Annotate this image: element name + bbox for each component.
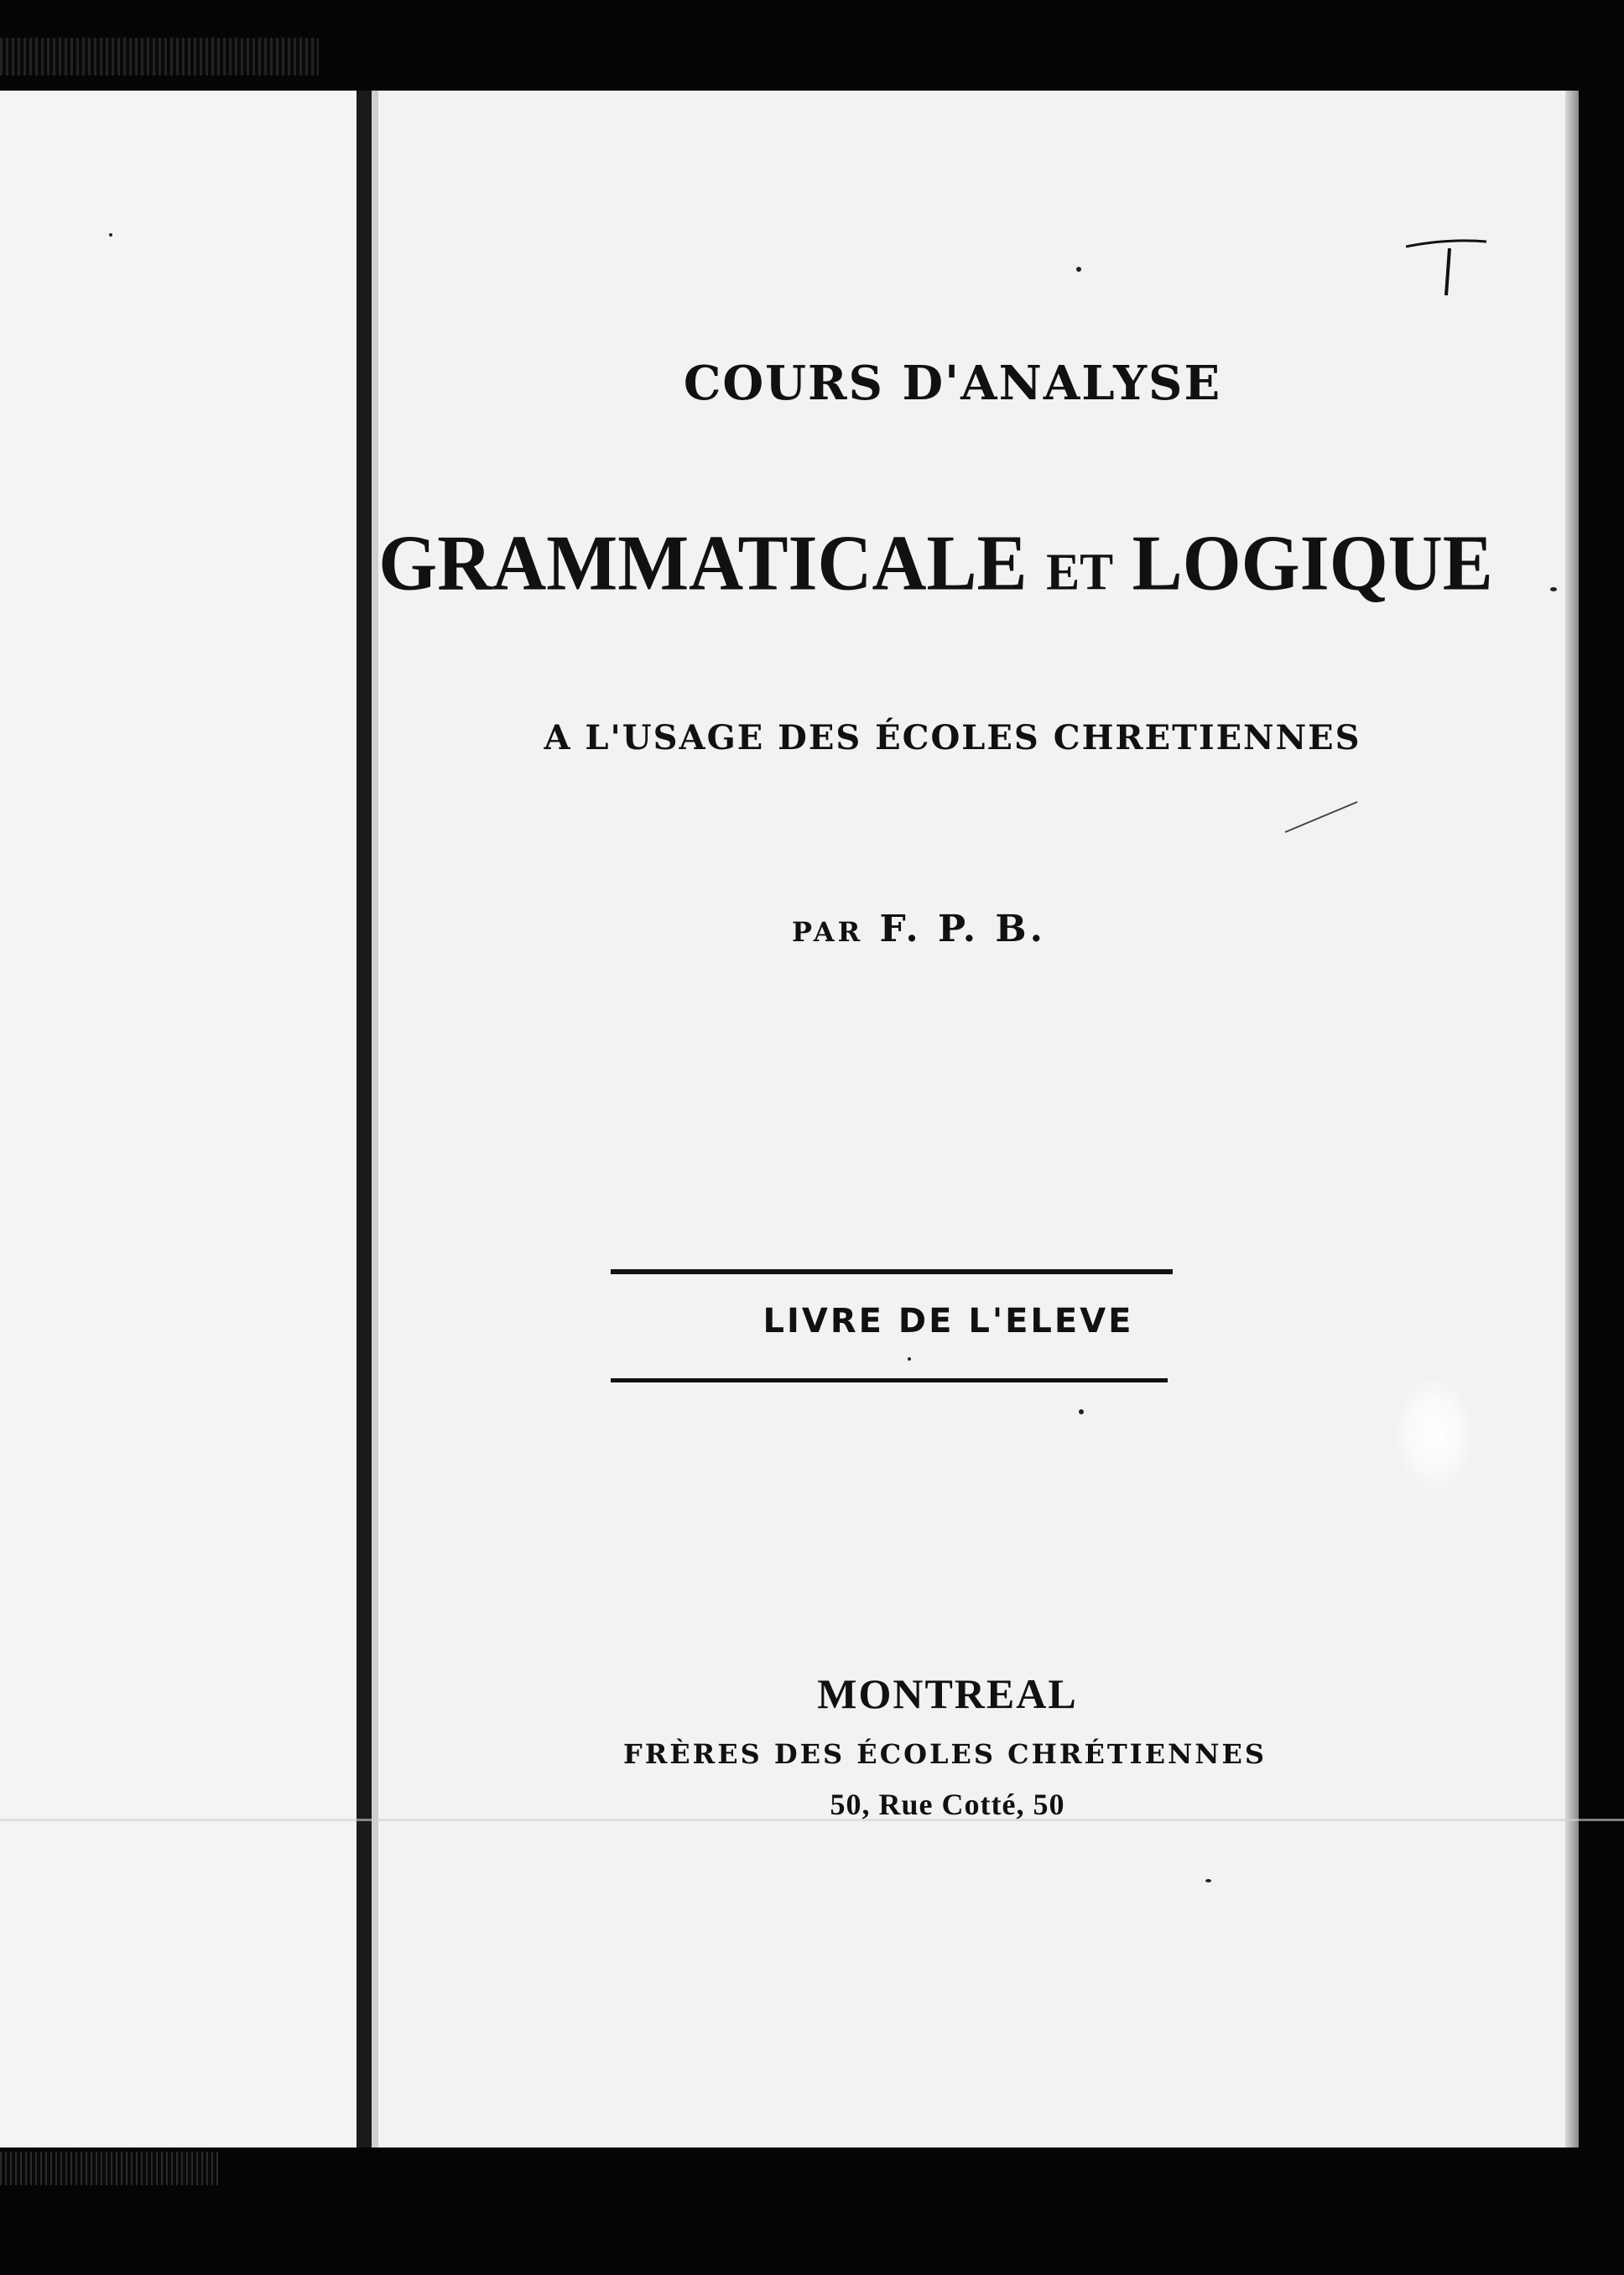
dust-speck: [1550, 587, 1557, 591]
left-facing-page: [0, 91, 357, 2147]
paper-stain: [1397, 1380, 1472, 1489]
edition-label: LIVRE DE L'ELEVE: [763, 1302, 1134, 1341]
rule-top: [611, 1269, 1173, 1274]
scanner-noise-bottom: [0, 2152, 218, 2185]
imprint-address: 50, Rue Cotté, 50: [830, 1788, 1065, 1821]
title-line-1: COURS D'ANALYSE: [683, 356, 1222, 411]
title-line-2: [336, 518, 1536, 608]
scratch-mark: [1283, 797, 1359, 839]
dust-speck: [1076, 267, 1081, 272]
subtitle: A L'USAGE DES ÉCOLES CHRETIENNES: [544, 718, 1361, 757]
title-word-et: ET: [1046, 542, 1114, 601]
author-prefix: PAR: [792, 916, 864, 948]
scanner-noise: [0, 38, 319, 75]
page-edge: [1565, 91, 1579, 2147]
dust-speck: [1079, 1409, 1084, 1414]
rule-bottom: [611, 1378, 1168, 1382]
scanner-border-bottom: [0, 2147, 1624, 2275]
imprint-city: MONTREAL: [817, 1670, 1078, 1717]
title-word-logique: LOGIQUE: [1132, 519, 1493, 607]
author-initials: F. P. B.: [879, 908, 1046, 950]
dust-speck: [908, 1357, 911, 1361]
title-word-grammaticale: GRAMMATICALE: [378, 519, 1028, 607]
scanner-border-right: [1579, 0, 1624, 2275]
pencil-mark: [1406, 237, 1490, 304]
dust-speck: [1205, 1879, 1211, 1882]
imprint-publisher: FRÈRES DES ÉCOLES CHRÉTIENNES: [622, 1738, 1267, 1770]
author-line: [319, 908, 1519, 950]
dust-speck: [109, 233, 112, 237]
